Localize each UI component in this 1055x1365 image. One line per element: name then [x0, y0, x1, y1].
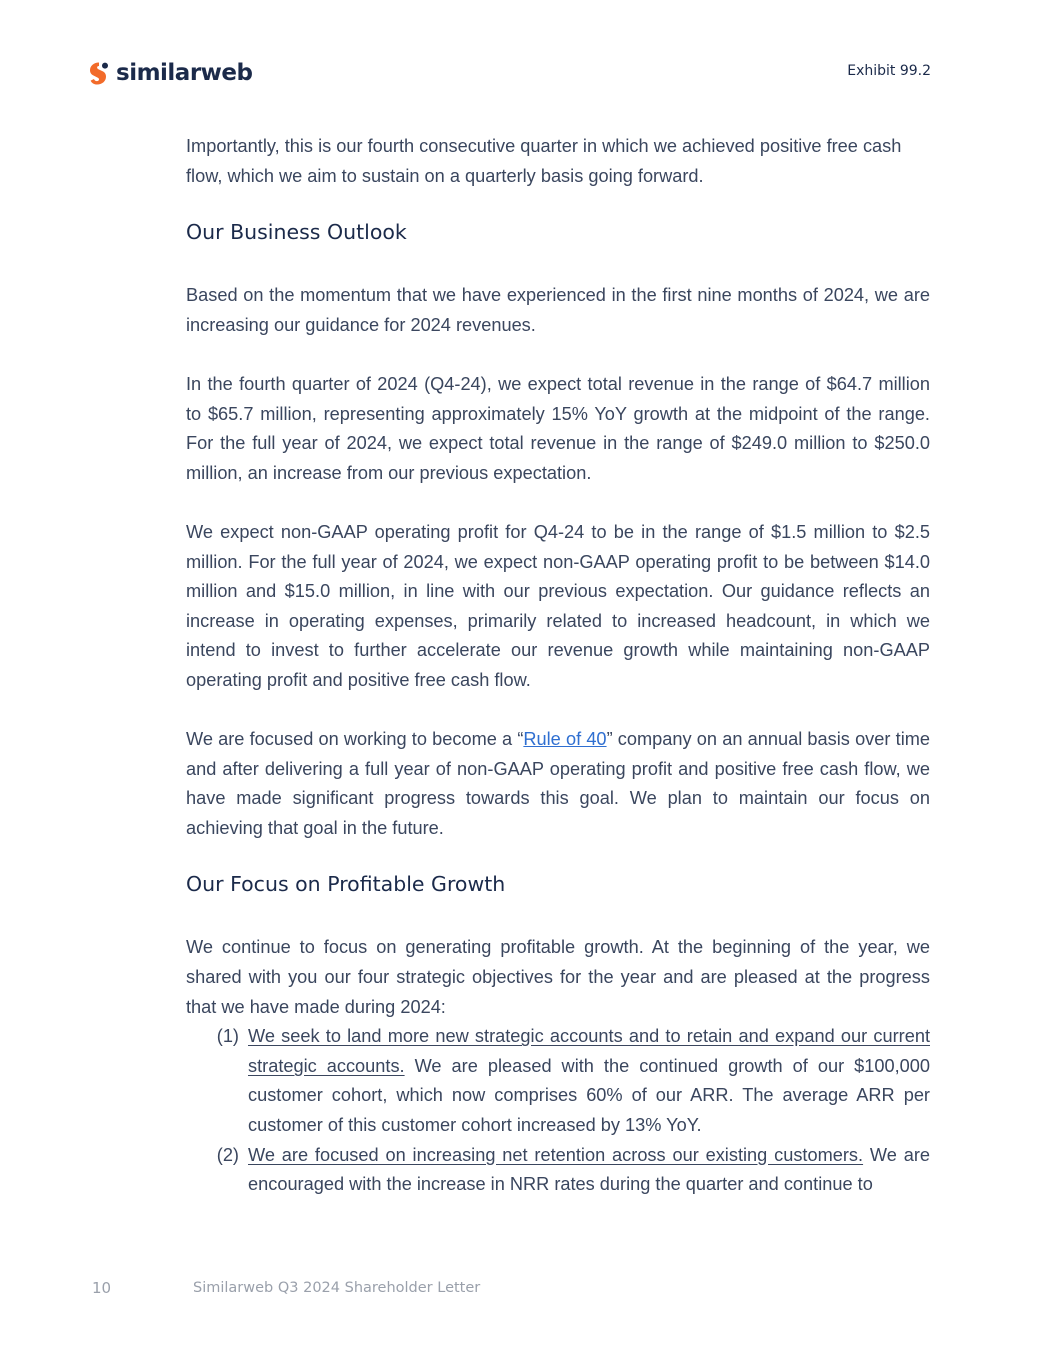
- paragraph-free-cash-flow: Importantly, this is our fourth consecutive quarter in which we achieved positive free cash flow, which we aim to sustain on a quarterly basis going forward.: [186, 136, 902, 186]
- exhibit-label: Exhibit 99.2: [847, 63, 931, 79]
- rule-of-40-link[interactable]: Rule of 40: [523, 729, 607, 750]
- page-content: [186, 132, 930, 1200]
- objective-title: We are focused on increasing net retention across our existing customers.: [248, 1144, 864, 1165]
- paragraph-operating-profit: We expect non-GAAP operating profit for Q4-24 to be in the range of $1.5 million to $2.5 million. For the full year of 2024, we expect non-GAAP operating profit to be between $14.0 million and $15.0 million, in line with our previous expectation. Our guidance reflects an increase in operating expenses, primarily related to increased headcount, in which we intend to invest to further accelerate our revenue growth while maintaining non-GAAP operating profit and positive free cash flow.: [186, 521, 930, 690]
- similarweb-logo: [88, 58, 252, 88]
- paragraph-momentum: Based on the momentum that we have experienced in the first nine months of 2024, we are increasing our guidance for 2024 revenues.: [186, 285, 930, 335]
- rule-of-40-text-after: ” company on an annual basis over time and after delivering a full year of non-GAAP operating profit and positive free cash flow, we have made significant progress towards this goal. We plan to maintain our focus on achieving that goal in the future.: [186, 729, 930, 838]
- heading-profitable-growth: Our Focus on Profitable Growth: [186, 872, 506, 897]
- list-number: (2): [216, 1144, 239, 1165]
- objective-detail: We are pleased with the continued growth of our $100,000 customer cohort, which now comprises 60% of our ARR. The average ARR per customer of this customer cohort increased by 13% YoY.: [248, 1055, 930, 1136]
- objective-title: We seek to land more new strategic accounts and to retain and expand our current strategic accounts.: [248, 1026, 930, 1076]
- list-item-text: [248, 1141, 930, 1200]
- list-item-text: [248, 1022, 930, 1140]
- footer-document-title: Similarweb Q3 2024 Shareholder Letter: [193, 1280, 481, 1296]
- logo-wordmark: similarweb: [116, 60, 253, 86]
- rule-of-40-text-before: We are focused on working to become a “: [186, 729, 524, 750]
- list-item: [186, 1141, 930, 1200]
- paragraph-rule-of-40: [186, 725, 930, 843]
- list-item: [186, 1022, 930, 1140]
- objective-detail: We are encouraged with the increase in NRR rates during the quarter and continue to: [248, 1144, 930, 1195]
- objectives-list: [186, 1022, 930, 1200]
- paragraph-revenue-guidance: In the fourth quarter of 2024 (Q4-24), we expect total revenue in the range of $64.7 million to $65.7 million, representing approximately 15% YoY growth at the midpoint of the range. For the full year of 2024, we expect total revenue in the range of $249.0 million to $250.0 million, an increase from our previous expectation.: [186, 373, 930, 483]
- page-number: 10: [92, 1279, 112, 1297]
- similarweb-logo-icon: [88, 61, 110, 85]
- paragraph-strategic-objectives: We continue to focus on generating profitable growth. At the beginning of the year, we shared with you our four strategic objectives for the year and are pleased at the progress that we have made during 2024:: [186, 937, 930, 1017]
- heading-business-outlook: Our Business Outlook: [186, 220, 407, 245]
- list-number: (1): [216, 1026, 239, 1047]
